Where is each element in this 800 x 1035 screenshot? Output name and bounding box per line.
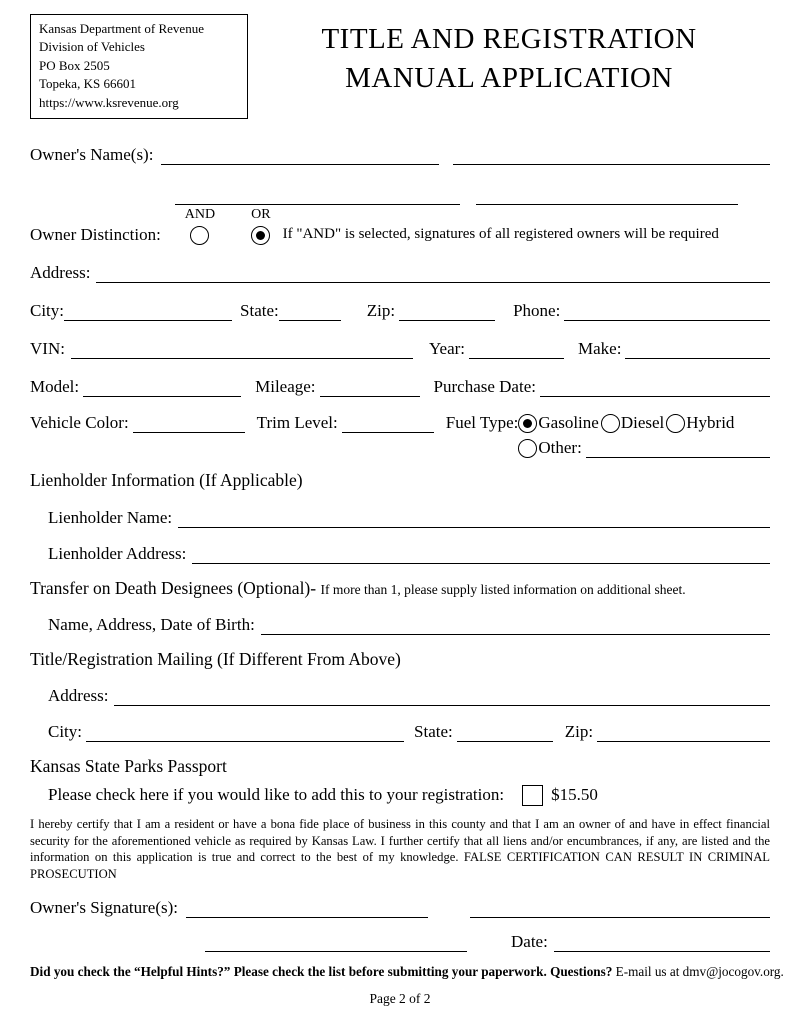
signature-row — [30, 898, 770, 918]
zip-line[interactable] — [399, 301, 495, 321]
owner-distinction-row — [30, 207, 770, 245]
lienholder-address-line[interactable] — [192, 544, 770, 564]
model-line[interactable] — [83, 377, 241, 397]
lienholder-address-label: Lienholder Address: — [48, 543, 187, 563]
date-label: Date: — [511, 932, 548, 952]
owner-name-3-line[interactable] — [175, 185, 460, 205]
owner-distinction-label: Owner Distinction: — [30, 225, 161, 245]
city-line[interactable] — [64, 301, 232, 321]
mailing-state-line[interactable] — [457, 722, 553, 742]
vehicle-color-label: Vehicle Color: — [30, 413, 129, 433]
fuel-other-line[interactable] — [586, 438, 770, 458]
lienholder-name-label: Lienholder Name: — [48, 507, 173, 527]
tod-heading: Transfer on Death Designees (Optional)- — [30, 577, 317, 598]
signature-label: Owner's Signature(s): — [30, 898, 179, 918]
lienholder-name-line[interactable] — [178, 507, 770, 527]
signature-date-row — [30, 932, 770, 952]
mileage-label: Mileage: — [255, 377, 316, 397]
owner-name-4-line[interactable] — [476, 185, 738, 205]
form-header — [30, 14, 770, 119]
address-label: Address: — [30, 263, 91, 283]
phone-line[interactable] — [564, 301, 770, 321]
owner-names-row — [30, 145, 770, 165]
fuel-hybrid-radio[interactable] — [666, 414, 685, 433]
mailing-city-label: City: — [48, 721, 83, 741]
address-row — [30, 263, 770, 283]
mailing-heading: Title/Registration Mailing (If Different From Above) — [30, 648, 401, 669]
page-title-line2: MANUAL APPLICATION — [345, 62, 673, 95]
mailing-city-line[interactable] — [86, 722, 404, 742]
model-label: Model: — [30, 377, 80, 397]
make-label: Make: — [578, 339, 622, 359]
mailing-zip-line[interactable] — [597, 722, 770, 742]
mailing-address-line[interactable] — [114, 686, 770, 706]
footer-note — [30, 964, 784, 980]
agency-division: Division of Vehicles — [39, 39, 145, 55]
tod-note: If more than 1, please supply listed information on additional sheet. — [320, 581, 686, 597]
lienholder-name-row — [30, 507, 770, 527]
tod-fields-label: Name, Address, Date of Birth: — [48, 614, 255, 634]
state-line[interactable] — [279, 301, 341, 321]
mailing-zip-label: Zip: — [564, 721, 594, 741]
agency-name: Kansas Department of Revenue — [39, 21, 204, 36]
tod-heading-row — [30, 578, 770, 599]
parks-checkbox-label: Please check here if you would like to add this to your registration: — [48, 785, 505, 805]
and-option-label: AND — [184, 207, 216, 223]
footer-bold-1: Did you check the “Helpful Hints?” — [30, 964, 231, 980]
footer-email: E-mail us at dmv@jocogov.org. — [615, 964, 784, 980]
mileage-line[interactable] — [320, 377, 420, 397]
distinction-note: If "AND" is selected, signatures of all registered owners will be required — [282, 226, 719, 243]
owner-name-1-line[interactable] — [161, 145, 439, 165]
or-option-label: OR — [251, 207, 271, 223]
fuel-options-line1 — [518, 413, 770, 433]
fuel-options-line2 — [518, 438, 770, 458]
mailing-address-label: Address: — [48, 685, 109, 705]
state-label: State: — [240, 301, 279, 321]
purchase-date-label: Purchase Date: — [433, 377, 536, 397]
lienholder-heading: Lienholder Information (If Applicable) — [30, 470, 303, 491]
zip-label: Zip: — [366, 301, 396, 321]
mailing-city-state-zip-row — [30, 722, 770, 742]
owner-names-label: Owner's Name(s): — [30, 145, 154, 165]
fuel-other-label: Other: — [538, 438, 582, 458]
city-label: City: — [30, 301, 65, 321]
tod-fields-row — [30, 615, 770, 635]
and-option — [185, 207, 215, 245]
mailing-address-row — [30, 686, 770, 706]
parks-passport-checkbox[interactable] — [522, 785, 543, 806]
make-line[interactable] — [625, 339, 770, 359]
trim-level-line[interactable] — [342, 413, 434, 433]
fuel-other-radio[interactable] — [518, 439, 537, 458]
signature-1-line[interactable] — [186, 898, 428, 918]
vin-label: VIN: — [30, 339, 65, 359]
page-title — [248, 14, 770, 98]
trim-level-label: Trim Level: — [256, 413, 338, 433]
address-line[interactable] — [96, 263, 770, 283]
agency-city-state: Topeka, KS 66601 — [39, 76, 136, 92]
signature-3-line[interactable] — [205, 932, 467, 952]
fuel-type-options — [518, 413, 770, 458]
agency-url: https://www.ksrevenue.org — [39, 94, 179, 110]
purchase-date-line[interactable] — [540, 377, 770, 397]
city-state-zip-phone-row — [30, 301, 770, 321]
footer-bold-2: Please check the list before submitting your paperwork. — [233, 964, 547, 980]
signature-2-line[interactable] — [470, 898, 770, 918]
tod-fields-line[interactable] — [261, 615, 770, 635]
phone-label: Phone: — [513, 301, 561, 321]
owner-names-extra-row — [30, 185, 770, 205]
fuel-hybrid-label: Hybrid — [686, 413, 735, 433]
vin-year-make-row — [30, 339, 770, 359]
lienholder-address-row — [30, 544, 770, 564]
year-label: Year: — [428, 339, 466, 359]
vin-line[interactable] — [71, 339, 413, 359]
fuel-type-label: Fuel Type: — [445, 413, 519, 433]
page-title-line1: TITLE AND REGISTRATION — [321, 23, 697, 55]
parks-row — [30, 785, 770, 806]
and-radio[interactable] — [190, 226, 209, 245]
fuel-diesel-radio[interactable] — [601, 414, 620, 433]
fuel-diesel-label: Diesel — [620, 413, 665, 433]
date-line[interactable] — [554, 932, 770, 952]
agency-address-box — [30, 14, 248, 119]
footer-bold-3: Questions? — [550, 964, 613, 980]
fuel-gasoline-radio[interactable] — [518, 414, 537, 433]
certification-text: I hereby certify that I am a resident or have a bona fide place of business in this county and that I am an owner of and have in effect financial security for the aforementioned vehicle as required by Kansas Law. I further certify that all liens and/or encumbrances, if any, are listed and the information on this application is true and correct to the best of my knowledge. FALSE CERTIFICATION CAN RESULT IN CRIMINAL PROSECUTION — [30, 816, 770, 882]
page-number: Page 2 of 2 — [369, 991, 431, 1007]
vehicle-color-line[interactable] — [133, 413, 245, 433]
parks-fee: $15.50 — [551, 785, 598, 805]
or-option — [251, 207, 270, 245]
agency-po-box: PO Box 2505 — [39, 57, 110, 73]
owner-name-2-line[interactable] — [453, 145, 770, 165]
mailing-state-label: State: — [414, 721, 453, 741]
fuel-gasoline-label: Gasoline — [538, 413, 599, 433]
color-trim-fuel-row — [30, 413, 770, 458]
model-mileage-date-row — [30, 377, 770, 397]
year-line[interactable] — [469, 339, 564, 359]
or-radio[interactable] — [251, 226, 270, 245]
parks-heading: Kansas State Parks Passport — [30, 755, 227, 776]
